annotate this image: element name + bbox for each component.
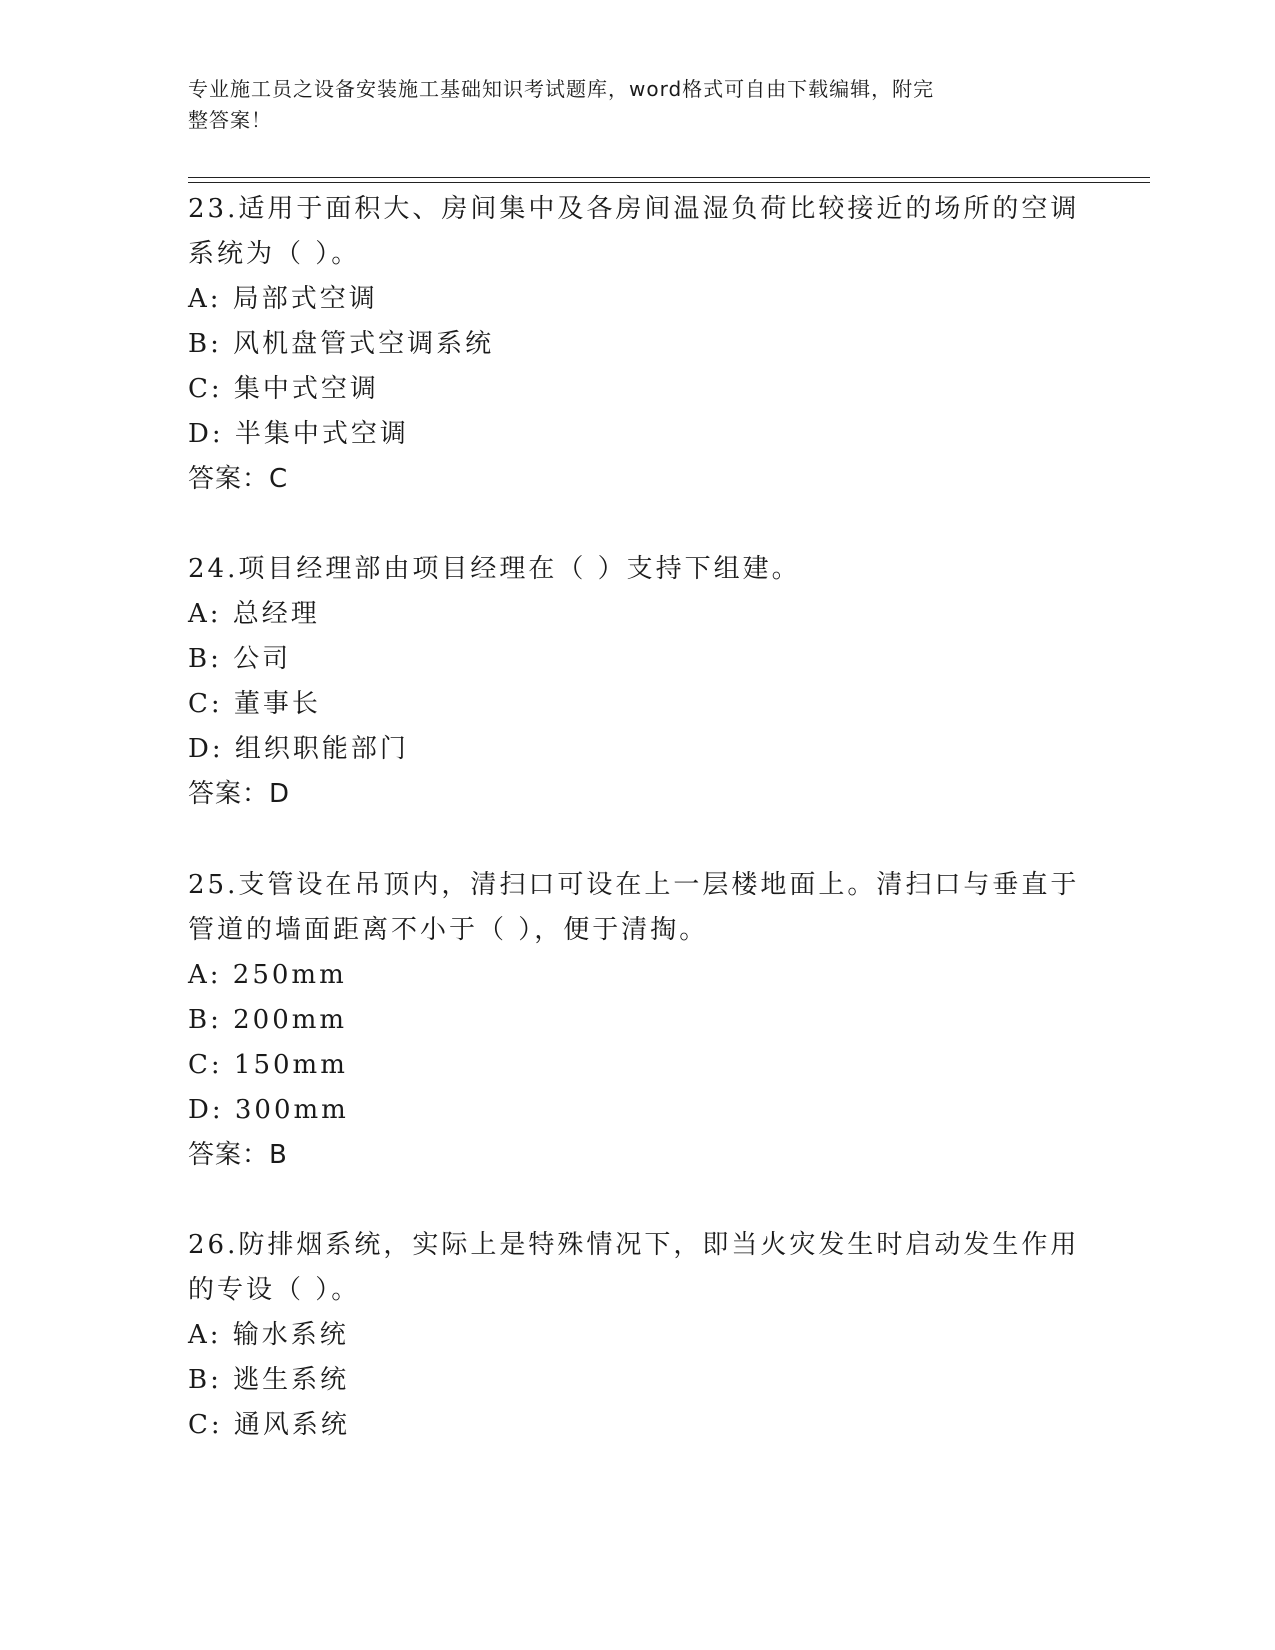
question-26-option-a: A: 输水系统: [188, 1320, 349, 1350]
question-26-option-b: B: 逃生系统: [188, 1365, 350, 1395]
question-23-stem-line-1: 23.适用于面积大、房间集中及各房间温湿负荷比较接近的场所的空调: [188, 194, 1080, 224]
question-24-answer: 答案：D: [188, 779, 291, 809]
header-divider-top: [188, 177, 1150, 178]
question-25-stem-line-1: 25.支管设在吊顶内，清扫口可设在上一层楼地面上。清扫口与垂直于: [188, 870, 1080, 900]
question-26-stem-line-2: 的专设（ ）。: [188, 1275, 361, 1305]
header-line-1: 专业施工员之设备安装施工基础知识考试题库，word格式可自由下载编辑，附完: [188, 77, 935, 101]
question-24-stem-line-1: 24.项目经理部由项目经理在（ ）支持下组建。: [188, 554, 801, 584]
question-25-option-d: D: 300mm: [188, 1095, 349, 1125]
question-23-option-c: C: 集中式空调: [188, 374, 379, 404]
question-23-option-b: B: 风机盘管式空调系统: [188, 329, 495, 359]
document-header: [188, 74, 1068, 136]
question-23-option-a: A: 局部式空调: [188, 284, 378, 314]
question-26-stem-line-1: 26.防排烟系统，实际上是特殊情况下，即当火灾发生时启动发生作用: [188, 1230, 1080, 1260]
question-23-stem-line-2: 系统为（ ）。: [188, 239, 361, 269]
question-25-option-c: C: 150mm: [188, 1050, 348, 1080]
question-25-answer: 答案：B: [188, 1140, 288, 1170]
question-25-option-b: B: 200mm: [188, 1005, 348, 1035]
question-23-option-d: D: 半集中式空调: [188, 419, 409, 449]
header-line-2: 整答案！: [188, 108, 272, 132]
question-24-option-c: C: 董事长: [188, 689, 321, 719]
question-23-answer: 答案：C: [188, 464, 289, 494]
question-25-option-a: A: 250mm: [188, 960, 347, 990]
question-24-option-b: B: 公司: [188, 644, 292, 674]
question-26-option-c: C: 通风系统: [188, 1410, 350, 1440]
question-24-option-d: D: 组织职能部门: [188, 734, 409, 764]
question-24-option-a: A: 总经理: [188, 599, 320, 629]
header-divider-bottom: [188, 182, 1150, 183]
question-25-stem-line-2: 管道的墙面距离不小于（ ），便于清掏。: [188, 915, 709, 945]
